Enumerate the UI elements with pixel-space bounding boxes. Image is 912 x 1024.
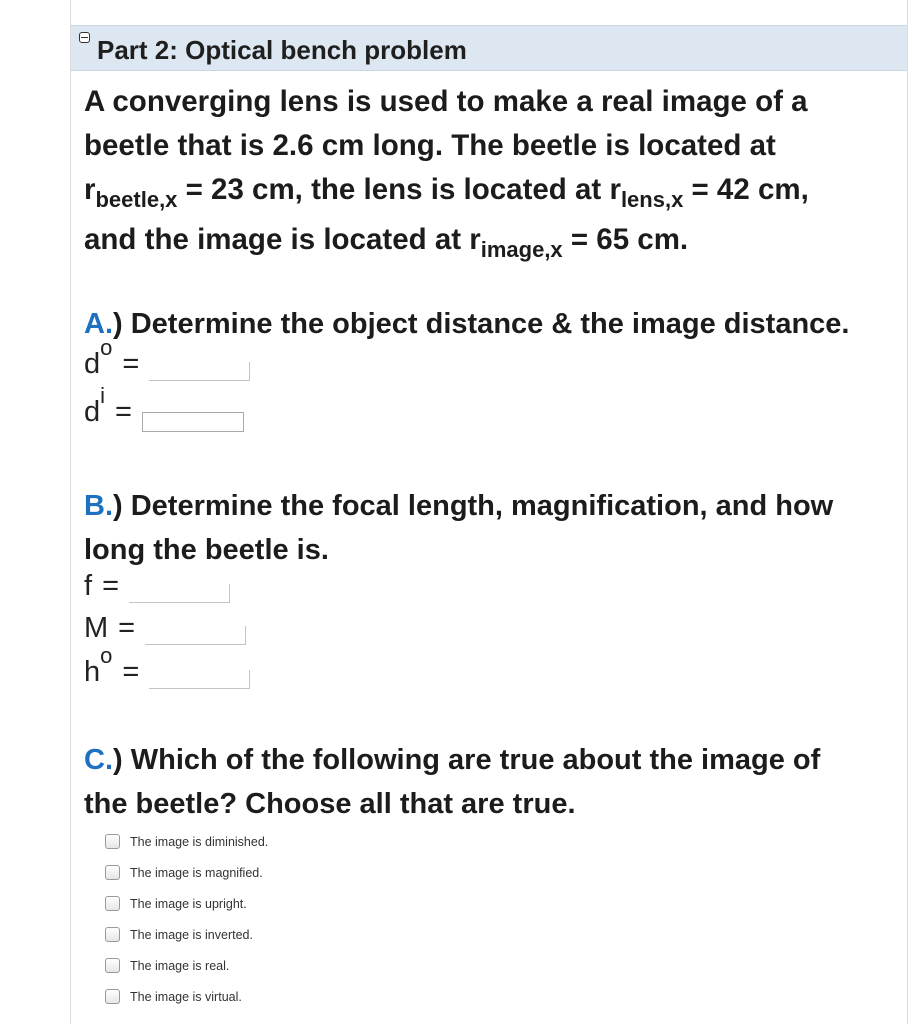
checkbox[interactable]: [105, 865, 120, 880]
option-inverted[interactable]: [105, 919, 268, 950]
problem-line: [84, 168, 874, 212]
checkbox[interactable]: [105, 958, 120, 973]
part-title: Part 2: Optical bench problem: [97, 35, 467, 65]
object-distance-row: d o =: [84, 348, 250, 381]
part-a-prompt: [84, 302, 884, 346]
part-letter: A.: [84, 308, 113, 340]
image-subscript: image,x: [480, 237, 563, 262]
part-b-prompt: [84, 484, 884, 572]
equals-sign: =: [122, 348, 140, 380]
field-symbol: f: [84, 570, 93, 602]
problem-line: A converging lens is used to make a real image of a: [84, 85, 808, 118]
field-symbol: h: [84, 656, 101, 688]
collapse-icon[interactable]: [79, 32, 90, 43]
problem-line: beetle that is 2.6 cm long. The beetle is located at: [84, 129, 776, 162]
option-label: The image is diminished.: [130, 834, 269, 849]
image-position: = 65 cm.: [562, 223, 689, 256]
image-distance-input[interactable]: [142, 412, 244, 432]
problem-line: [84, 218, 874, 262]
equals-sign: =: [122, 656, 140, 688]
checkbox[interactable]: [105, 834, 120, 849]
beetle-position: = 23 cm, the lens is located at: [177, 173, 610, 206]
checkbox[interactable]: [105, 927, 120, 942]
part-letter: B.: [84, 490, 113, 522]
equals-sign: =: [118, 612, 136, 644]
part-text: Determine the focal length, magnification, and how: [122, 490, 834, 522]
checkbox[interactable]: [105, 896, 120, 911]
option-label: The image is virtual.: [130, 989, 242, 1004]
focal-length-row: [84, 570, 230, 603]
object-height-row: h o =: [84, 656, 250, 689]
part-letter: C.: [84, 744, 113, 776]
equals-sign: =: [115, 396, 132, 428]
prompt-line: the beetle? Choose all that are true.: [84, 788, 576, 820]
r-symbol: r: [469, 223, 481, 256]
object-height-input[interactable]: [149, 670, 250, 689]
image-distance-row: d i =: [84, 396, 244, 432]
option-magnified[interactable]: [105, 857, 268, 888]
r-symbol: r: [84, 173, 96, 206]
option-virtual[interactable]: [105, 981, 268, 1012]
part-header: [71, 25, 907, 71]
part-text: Which of the following are true about the image of: [122, 744, 821, 776]
option-label: The image is upright.: [130, 896, 247, 911]
prompt-line: [84, 484, 884, 528]
left-border: [70, 0, 71, 1024]
magnification-input[interactable]: [145, 626, 246, 645]
part-c-prompt: [84, 738, 884, 826]
object-distance-input[interactable]: [149, 362, 250, 381]
option-diminished[interactable]: [105, 826, 268, 857]
field-symbol: M: [84, 612, 109, 644]
option-real[interactable]: [105, 950, 268, 981]
problem-statement: [84, 80, 874, 262]
right-border: [907, 0, 908, 1024]
lens-subscript: lens,x: [620, 187, 684, 212]
r-symbol: r: [609, 173, 621, 206]
checkbox[interactable]: [105, 989, 120, 1004]
image-options-list: [105, 826, 268, 1012]
part-text: Determine the object distance & the image distance.: [122, 308, 850, 340]
beetle-subscript: beetle,x: [95, 187, 178, 212]
field-symbol: d: [84, 396, 101, 428]
option-label: The image is magnified.: [130, 865, 263, 880]
problem-text: and the image is located at: [84, 223, 470, 256]
lens-position: = 42 cm,: [683, 173, 809, 206]
focal-length-input[interactable]: [129, 584, 230, 603]
prompt-line: [84, 738, 884, 782]
field-symbol: d: [84, 348, 101, 380]
prompt-line: long the beetle is.: [84, 534, 329, 566]
part-paren: ): [113, 490, 123, 522]
part-paren: ): [113, 308, 123, 340]
option-label: The image is real.: [130, 958, 230, 973]
option-upright[interactable]: [105, 888, 268, 919]
part-paren: ): [113, 744, 123, 776]
option-label: The image is inverted.: [130, 927, 253, 942]
equals-sign: =: [102, 570, 119, 602]
magnification-row: [84, 612, 246, 645]
